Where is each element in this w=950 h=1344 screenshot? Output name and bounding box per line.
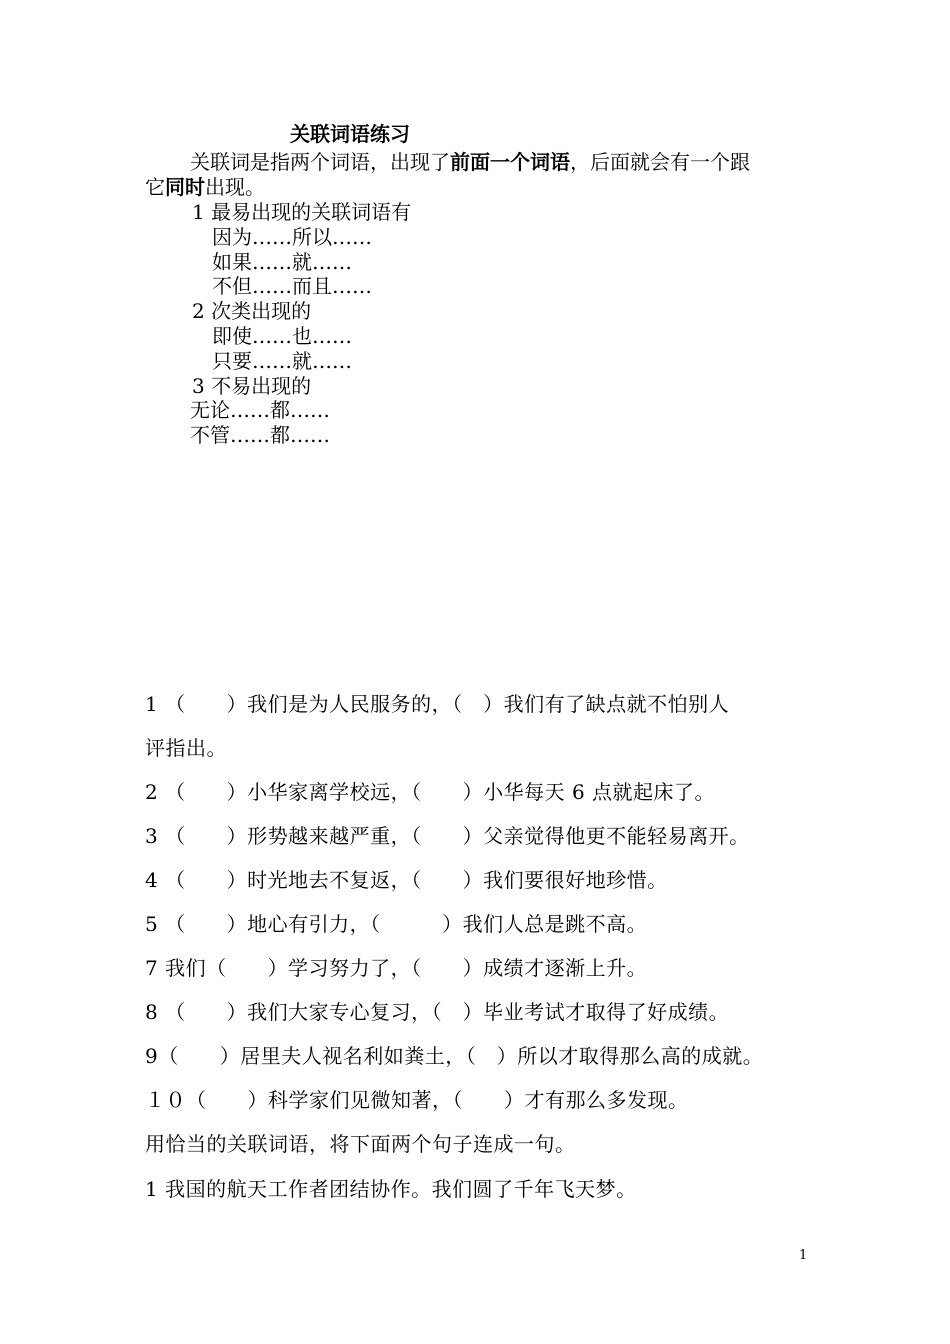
page-number: 1 [799,1248,808,1263]
exercise-line: 1 （ ）我们是为人民服务的，（ ）我们有了缺点就不怕别人 [145,692,730,716]
conjunction-item: 不但……而且…… [212,274,372,298]
exercise-line: 4 （ ）时光地去不复返，（ ）我们要很好地珍惜。 [145,868,668,892]
exercise-line: １０（ ）科学家们见微知著，（ ）才有那么多发现。 [145,1088,689,1112]
instruction-line: 用恰当的关联词语，将下面两个句子连成一句。 [145,1132,576,1156]
exercise-line: 评指出。 [145,736,227,760]
exercise-line: 2 （ ）小华家离学校远，（ ）小华每天 6 点就起床了。 [145,780,716,804]
exercise-line: 3 （ ）形势越来越严重，（ ）父亲觉得他更不能轻易离开。 [145,824,750,848]
exercise-line: 1 我国的航天工作者团结协作。我们圆了千年飞天梦。 [145,1177,637,1201]
exercise-line: 7 我们（ ）学习努力了，（ ）成绩才逐渐上升。 [145,956,648,980]
group-heading: 3 不易出现的 [192,374,312,398]
exercise-line: 8 （ ）我们大家专心复习，（ ）毕业考试才取得了好成绩。 [145,1000,730,1024]
conjunction-item: 如果……就…… [212,250,352,274]
group-heading: 1 最易出现的关联词语有 [192,200,412,224]
group-heading: 2 次类出现的 [192,299,312,323]
intro-line-1: 关联词是指两个词语，出现了前面一个词语，后面就会有一个跟 [190,150,750,174]
conjunction-item: 无论……都…… [190,398,330,422]
intro-line-2: 它同时出现。 [145,175,265,199]
conjunction-item: 即使……也…… [212,324,352,348]
exercise-line: 9（ ）居里夫人视名利如粪土，（ ）所以才取得那么高的成就。 [145,1044,764,1068]
page-title: 关联词语练习 [290,122,410,146]
conjunction-item: 不管……都…… [190,423,330,447]
exercise-line: 5 （ ）地心有引力，（ ）我们人总是跳不高。 [145,912,648,936]
conjunction-item: 因为……所以…… [212,225,372,249]
conjunction-item: 只要……就…… [212,349,352,373]
